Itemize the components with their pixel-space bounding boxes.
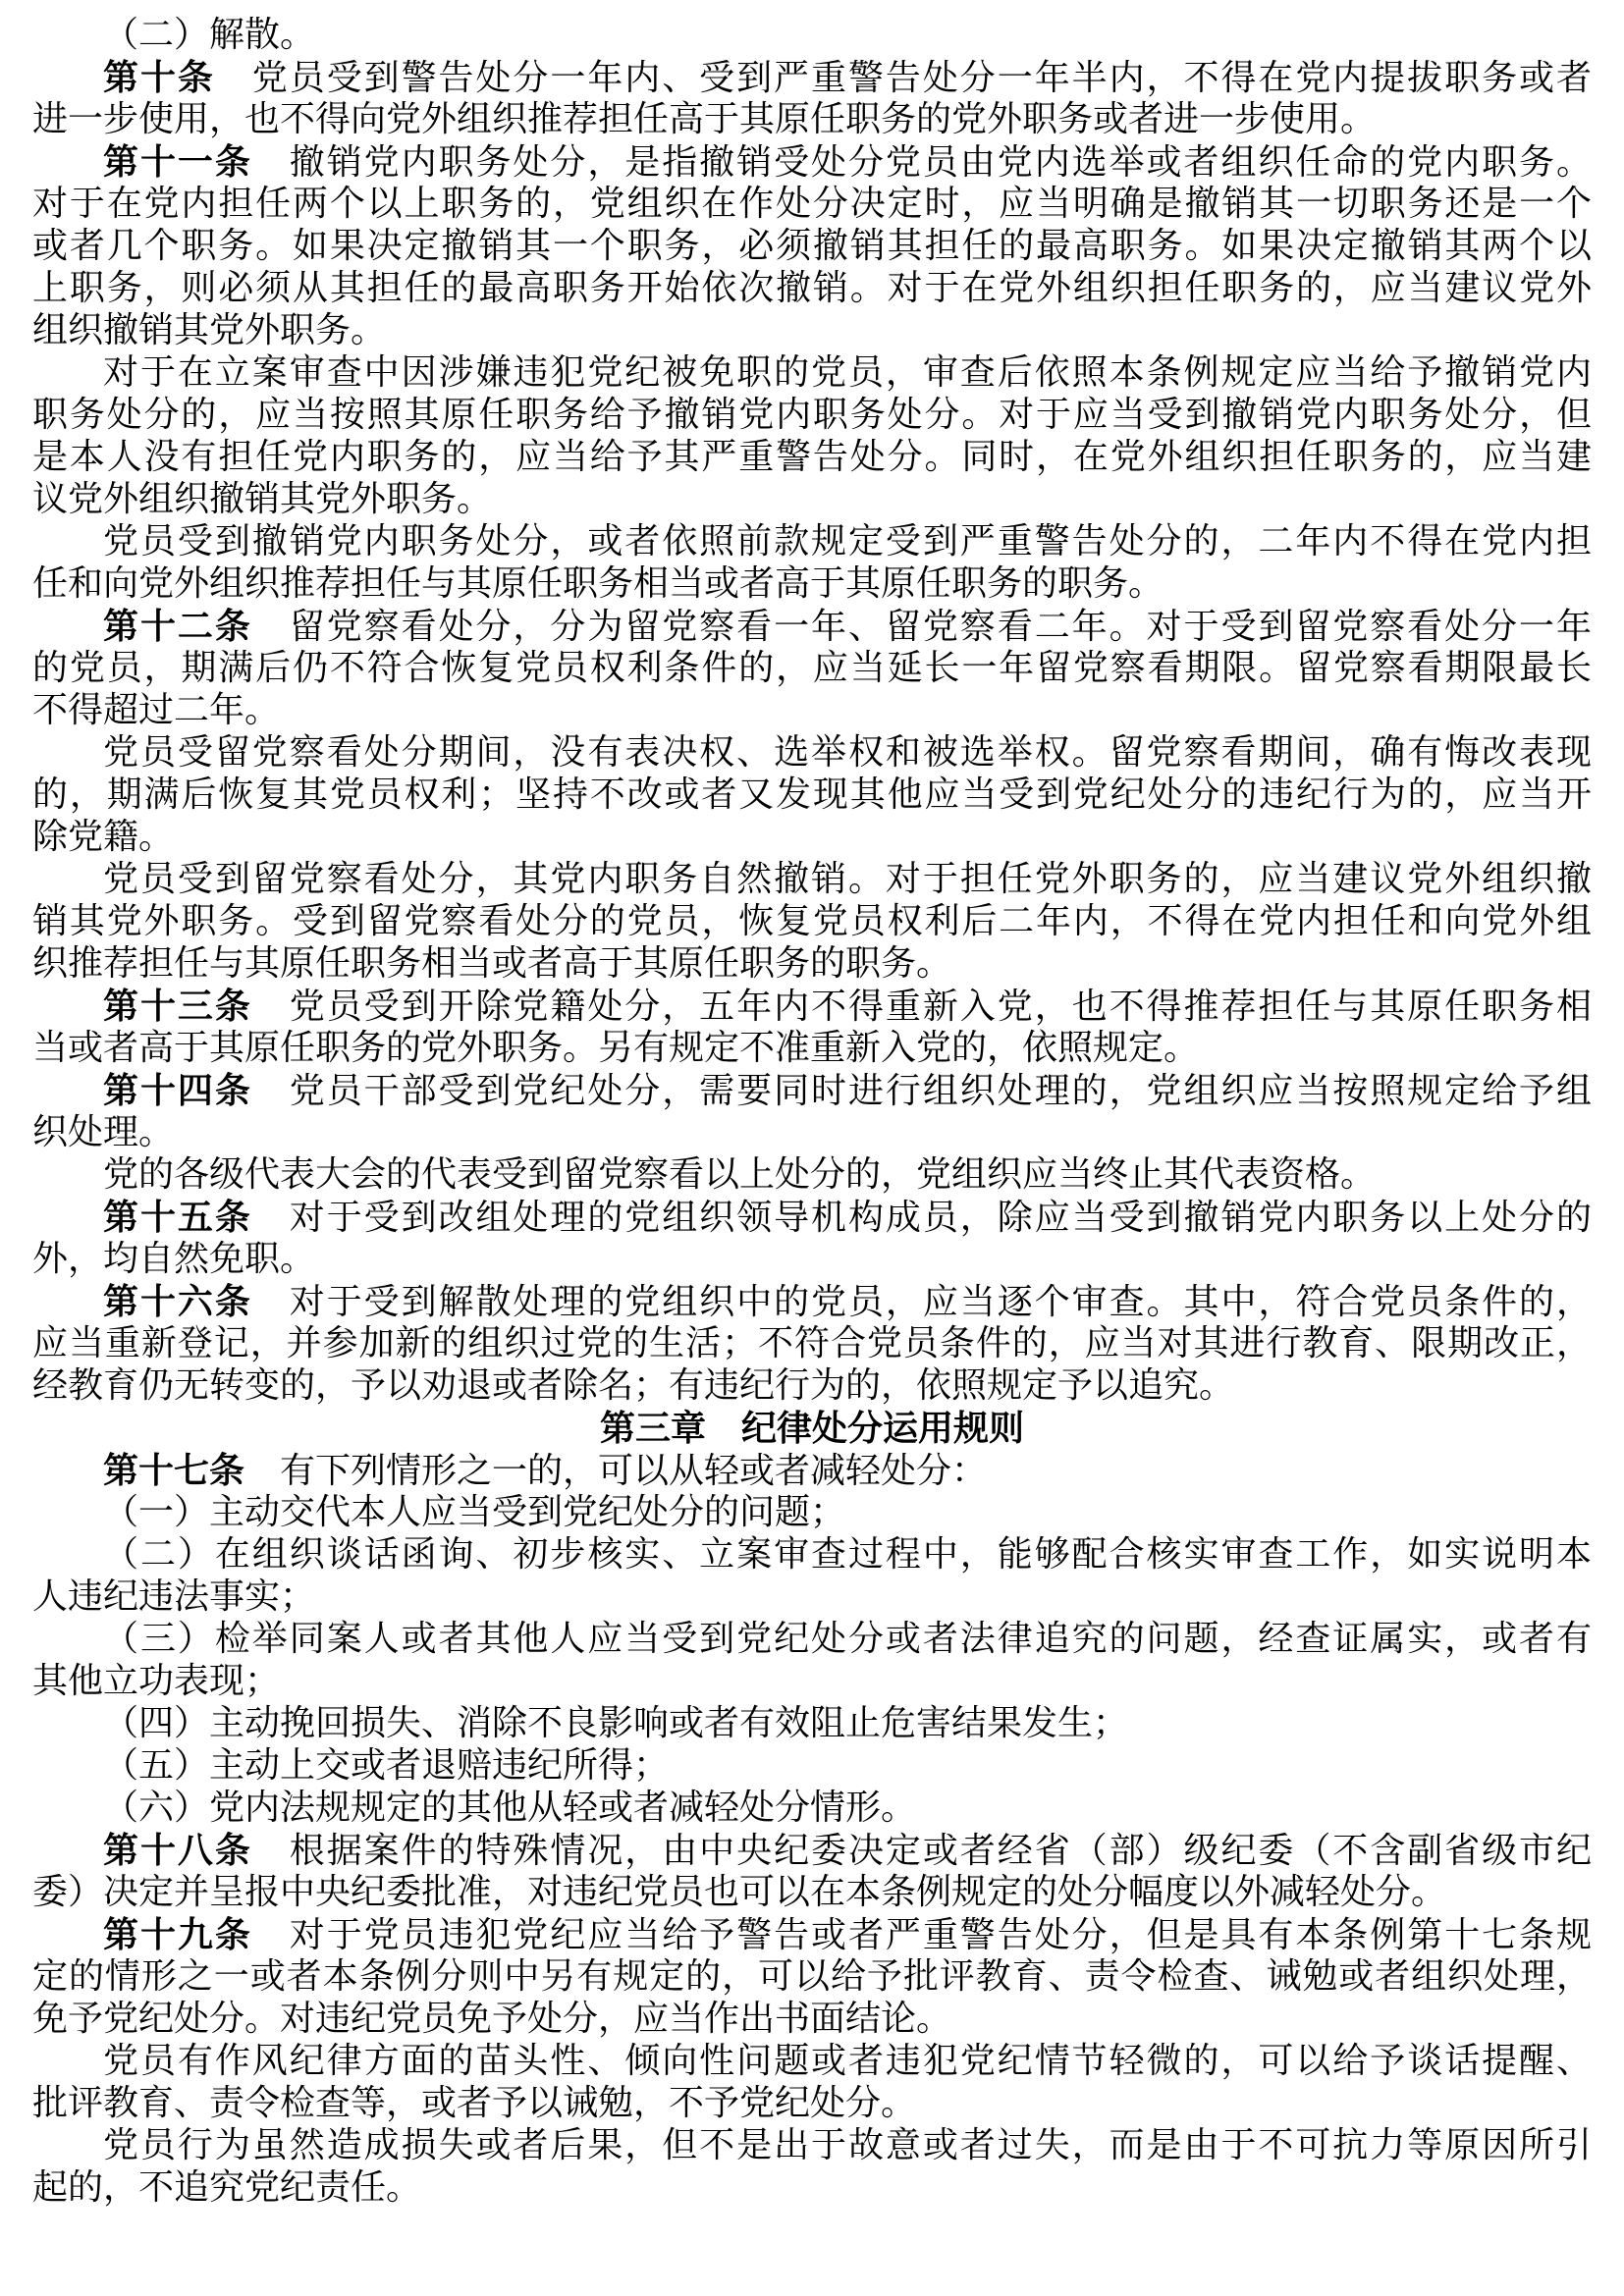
line-text: 或者几个职务。如果决定撤销其一个职务，必须撤销其担任的最高职务。如果决定撤销其两个以 [32,226,1592,265]
text-line [32,900,1592,942]
text-line [32,1449,1592,1491]
line-text: 撤销党内职务处分，是指撤销受处分党员由党内选举或者组织任命的党内职务。 [289,142,1592,182]
lead-separator [252,1198,290,1237]
text-line [32,1787,1592,1829]
line-text: 对于党员违犯党纪应当给予警告或者严重警告处分，但是具有本条例第十七条规 [289,1915,1592,1954]
line-text: 进一步使用，也不得向党外组织推荐担任高于其原任职务的党外职务或者进一步使用。 [32,99,1377,138]
line-text: 织处理。 [32,1112,175,1151]
line-text: 党的各级代表大会的代表受到留党察看以上处分的，党组织应当终止其代表资格。 [103,1154,1377,1194]
line-text: 的党员，期满后仍不符合恢复党员权利条件的，应当延长一年留党察看期限。留党察看期限最长 [32,648,1592,687]
lead-separator [252,1915,290,1954]
line-text: （五）主动上交或者退赔违纪所得； [103,1745,670,1785]
text-line [32,1322,1592,1364]
text-line [32,267,1592,309]
text-line [32,942,1592,985]
line-text: 职务处分的，应当按照其原任职务给予撤销党内职务处分。对于应当受到撤销党内职务处分，但 [32,395,1592,434]
line-text: 委）决定并呈报中央纪委批准，对违纪党员也可以在本条例规定的处分幅度以外减轻处分。 [32,1872,1447,1911]
text-line [32,1702,1592,1744]
line-text: 是本人没有担任党内职务的，应当给予其严重警告处分。同时，在党外组织担任职务的，应当建 [32,437,1592,476]
line-text: 上职务，则必须从其担任的最高职务开始依次撤销。对于在党外组织担任职务的，应当建议党外 [32,268,1592,307]
text-line [32,14,1592,56]
text-line [32,1111,1592,1153]
text-line [32,1955,1592,1998]
text-line [32,1744,1592,1787]
text-line [32,1660,1592,1702]
lead-separator [252,1071,290,1110]
line-text: 起的，不追究党纪责任。 [32,2167,422,2207]
text-line [32,2166,1592,2209]
chapter-number: 第三章 [599,1408,706,1448]
line-text: 党员受到撤销党内职务处分，或者依照前款规定受到严重警告处分的，二年内不得在党内担 [103,521,1592,561]
line-text: 经教育仍无转变的，予以劝退或者除名；有违纪行为的，依照规定予以追究。 [32,1365,1235,1405]
article-number: 第十二条 [103,606,252,646]
text-line [32,1027,1592,1069]
line-text: 纪律处分运用规则 [741,1408,1025,1448]
text-line [32,774,1592,816]
lead-separator [244,1451,280,1490]
line-text: （一）主动交代本人应当受到党纪处分的问题； [103,1492,846,1531]
text-line [32,985,1592,1027]
text-line [32,731,1592,774]
text-line [32,1364,1592,1407]
text-line [32,1618,1592,1660]
line-text: （二）在组织谈话函询、初步核实、立案审查过程中，能够配合核实审查工作，如实说明本 [103,1534,1592,1574]
line-text: 党员有作风纪律方面的苗头性、倾向性问题或者违犯党纪情节轻微的，可以给予谈话提醒、 [103,2041,1592,2080]
text-line [32,562,1592,605]
text-line [32,605,1592,647]
line-text: 任和向党外组织推荐担任与其原任职务相当或者高于其原任职务的职务。 [32,563,1164,603]
article-number: 第十九条 [103,1914,252,1954]
text-line [32,2082,1592,2124]
article-number: 第十八条 [103,1830,252,1870]
text-line [32,351,1592,394]
line-text: 织推荐担任与其原任职务相当或者高于其原任职务的职务。 [32,943,952,983]
text-line [32,647,1592,689]
line-text: （二）解散。 [103,15,316,54]
text-line [32,1998,1592,2040]
text-line [32,1533,1592,1575]
line-text: 对于在党内担任两个以上职务的，党组织在作处分决定时，应当明确是撤销其一切职务还是一个 [32,184,1592,223]
line-text: 批评教育、责令检查等，或者予以诫勉，不予党纪处分。 [32,2083,917,2122]
lead-separator [252,1831,290,1870]
text-line [32,816,1592,858]
text-line [32,183,1592,225]
line-text: 党员受到开除党籍处分，五年内不得重新入党，也不得推荐担任与其原任职务相 [289,987,1592,1026]
chapter-heading [32,1407,1592,1449]
text-line [32,1280,1592,1322]
text-line [32,56,1592,98]
line-text: 的，期满后恢复其党员权利；坚持不改或者又发现其他应当受到党纪处分的违纪行为的，应当开 [32,774,1592,814]
text-line [32,1069,1592,1111]
lead-separator [215,58,252,97]
line-text: 对于受到解散处理的党组织中的党员，应当逐个审查。其中，符合党员条件的， [289,1282,1592,1321]
lead-separator [706,1409,741,1448]
line-text: 对于受到改组处理的党组织领导机构成员，除应当受到撤销党内职务以上处分的 [289,1198,1592,1237]
text-line [32,394,1592,436]
line-text: 外，均自然免职。 [32,1239,316,1278]
line-text: 除党籍。 [32,817,175,856]
line-text: 党员行为虽然造成损失或者后果，但不是出于故意或者过失，而是由于不可抗力等原因所引 [103,2125,1592,2164]
article-number: 第十七条 [103,1450,245,1490]
line-text: 党员受到留党察看处分，其党内职务自然撤销。对于担任党外职务的，应当建议党外组织撤 [103,859,1592,898]
line-text: 留党察看处分，分为留党察看一年、留党察看二年。对于受到留党察看处分一年 [289,607,1592,646]
text-line [32,1491,1592,1533]
text-line [32,1829,1592,1871]
text-line [32,689,1592,731]
text-line [32,140,1592,183]
text-line [32,2124,1592,2166]
line-text: 议党外组织撤销其党外职务。 [32,479,493,518]
text-line [32,1196,1592,1238]
line-text: 免予党纪处分。对违纪党员免予处分，应当作出书面结论。 [32,1999,952,2038]
line-text: 当或者高于其原任职务的党外职务。另有规定不准重新入党的，依照规定。 [32,1028,1200,1067]
lead-separator [252,987,290,1026]
document-text [32,14,1592,2209]
text-line [32,225,1592,267]
line-text: 党员受留党察看处分期间，没有表决权、选举权和被选举权。留党察看期间，确有悔改表现 [103,732,1592,772]
line-text: 其他立功表现； [32,1661,281,1700]
line-text: 党员干部受到党纪处分，需要同时进行组织处理的，党组织应当按照规定给予组 [289,1071,1592,1110]
article-number: 第十六条 [103,1281,252,1321]
text-line [32,858,1592,900]
line-text: 应当重新登记，并参加新的组织过党的生活；不符合党员条件的，应当对其进行教育、限期改正， [32,1323,1592,1362]
article-number: 第十四条 [103,1070,252,1110]
article-number: 第十三条 [103,986,252,1026]
line-text: 党员受到警告处分一年内、受到严重警告处分一年半内，不得在党内提拔职务或者 [251,58,1592,97]
article-number: 第十五条 [103,1197,252,1237]
text-line [32,1575,1592,1618]
article-number: 第十一条 [103,141,252,182]
text-line [32,1238,1592,1280]
line-text: 有下列情形之一的，可以从轻或者减轻处分： [280,1451,988,1490]
lead-separator [252,1282,290,1321]
text-line [32,1871,1592,1913]
line-text: 对于在立案审查中因涉嫌违犯党纪被免职的党员，审查后依照本条例规定应当给予撤销党内 [103,352,1592,392]
text-line [32,2040,1592,2082]
line-text: 定的情形之一或者本条例分则中另有规定的，可以给予批评教育、责令检查、诫勉或者组织处理， [32,1956,1592,1996]
text-line [32,436,1592,478]
line-text: 销其党外职务。受到留党察看处分的党员，恢复党员权利后二年内，不得在党内担任和向党外组 [32,901,1592,940]
article-number: 第十条 [103,57,215,97]
line-text: 根据案件的特殊情况，由中央纪委决定或者经省（部）级纪委（不含副省级市纪 [289,1831,1592,1870]
lead-separator [252,142,290,182]
text-line [32,1153,1592,1196]
text-line [32,98,1592,140]
text-line [32,520,1592,562]
text-line [32,1913,1592,1955]
lead-separator [252,607,290,646]
line-text: 人违纪违法事实； [32,1576,316,1616]
text-line [32,478,1592,520]
line-text: 不得超过二年。 [32,690,281,729]
line-text: （六）党内法规规定的其他从轻或者减轻处分情形。 [103,1788,917,1827]
line-text: （三）检举同案人或者其他人应当受到党纪处分或者法律追究的问题，经查证属实，或者有 [103,1619,1592,1658]
line-text: 组织撤销其党外职务。 [32,310,387,349]
line-text: （四）主动挽回损失、消除不良影响或者有效阻止危害结果发生； [103,1703,1129,1742]
text-line [32,309,1592,351]
